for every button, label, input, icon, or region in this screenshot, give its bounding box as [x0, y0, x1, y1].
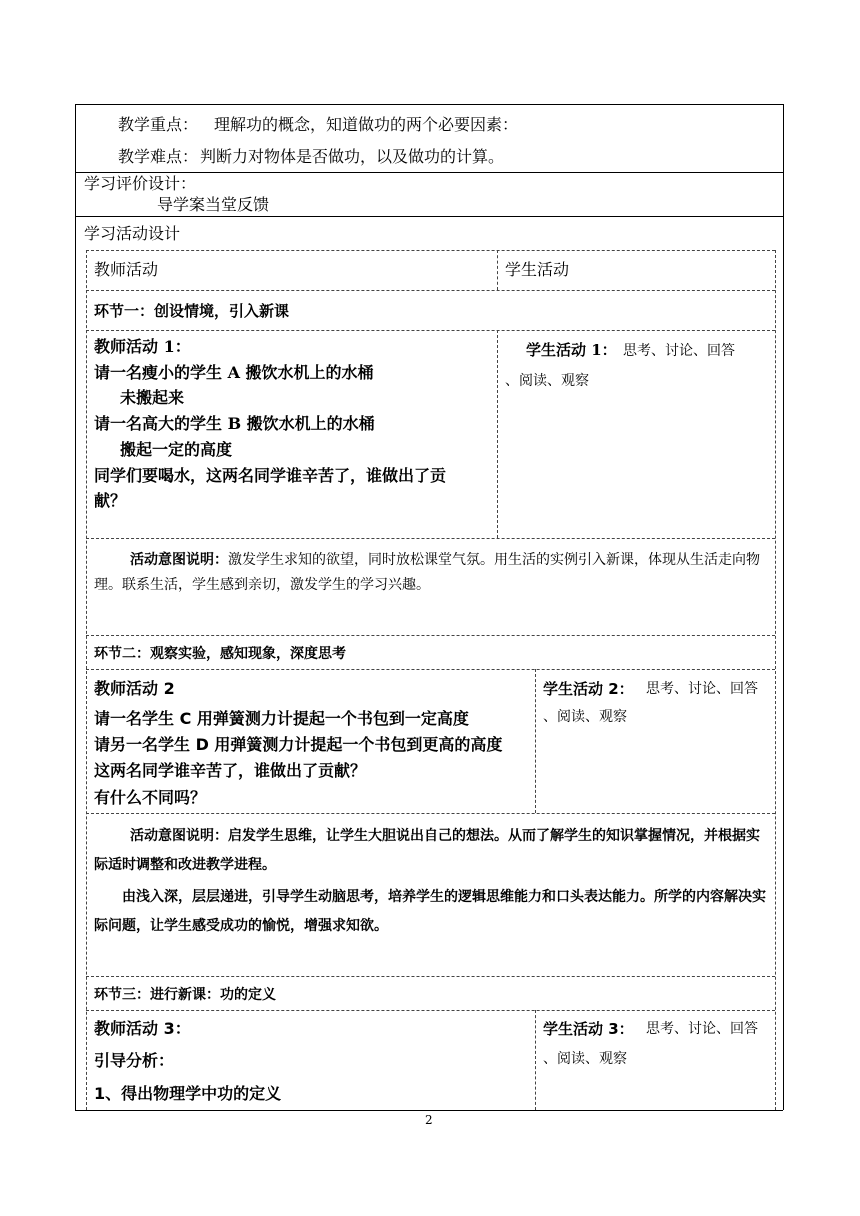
column-divider: [497, 330, 498, 538]
section-3-title: 环节三：进行新课：功的定义: [94, 987, 276, 1003]
teacher-activity-2-line: 请一名学生 C 用弹簧测力计提起一个书包到一定高度: [94, 709, 469, 728]
row-divider: [86, 290, 775, 291]
row-divider: [86, 976, 775, 977]
inner-table-right: [775, 250, 776, 1110]
row-divider: [86, 813, 775, 814]
teacher-activity-header: 教师活动: [94, 260, 159, 279]
table-bottom-border: [75, 1110, 783, 1111]
student-activity-header: 学生活动: [505, 260, 570, 279]
intent-text: 激发学生求知的欲望，同时放松课堂气氛。用生活的实例引入新课，体现从生活走向物理。联系生活，学生感到亲切，激发学生的学习兴趣。: [94, 552, 760, 593]
activity-design-title: 学习活动设计: [84, 224, 181, 243]
intent-label: 活动意图说明：: [130, 552, 228, 568]
row-divider: [86, 1010, 775, 1011]
intent-text: 启发学生思维，让学生大胆说出自己的想法。从而了解学生的知识掌握情况，并根据实际适时调整和改进教学进程。: [94, 828, 760, 873]
student-activity-2-text: 思考、讨论、回答: [646, 681, 758, 697]
student-activity-1-label: 学生活动 1：: [526, 341, 617, 359]
student-activity-2-label: 学生活动 2：: [543, 680, 634, 698]
difficulty-text: 判断力对物体是否做功，以及做功的计算。: [200, 147, 505, 166]
page-number: 2: [425, 1113, 433, 1127]
evaluation-title: 学习评价设计：: [84, 174, 197, 193]
key-point-label: 教学重点：: [118, 115, 199, 134]
row-divider: [86, 330, 775, 331]
inner-table-left: [86, 250, 87, 1110]
teacher-activity-2-line: 请另一名学生 D 用弹簧测力计提起一个书包到更高的高度: [94, 735, 503, 754]
teacher-activity-1-line: 搬起一定的高度: [120, 440, 233, 459]
teacher-activity-1-line: 请一名高大的学生 B 搬饮水机上的水桶: [94, 414, 375, 433]
difficulty-label: 教学难点：: [118, 147, 199, 166]
column-divider: [535, 669, 536, 813]
section-2-intent: [94, 822, 766, 879]
student-activity-3-text: 、阅读、观察: [543, 1051, 627, 1067]
teacher-activity-2-line: 这两名同学谁辛苦了，谁做出了贡献？: [94, 761, 367, 780]
inner-table-top: [86, 250, 775, 251]
key-point-text: 理解功的概念，知道做功的两个必要因素：: [214, 115, 519, 134]
teacher-activity-1-line: 请一名瘦小的学生 A 搬饮水机上的水桶: [94, 363, 374, 382]
table-right-border: [783, 104, 784, 1110]
student-activity-2-text: 、阅读、观察: [543, 709, 627, 725]
teacher-activity-1-line: 同学们要喝水，这两名同学谁辛苦了，谁做出了贡: [94, 466, 447, 485]
section-2-title: 环节二：观察实验，感知现象，深度思考: [94, 646, 346, 662]
teacher-activity-3-line: 1、得出物理学中功的定义: [94, 1084, 282, 1103]
teacher-activity-1-line: 未搬起来: [120, 388, 185, 407]
row-divider: [75, 172, 783, 173]
student-activity-3-text: 思考、讨论、回答: [646, 1021, 758, 1037]
row-divider: [75, 216, 783, 217]
section-1-intent: [94, 548, 766, 597]
teacher-activity-2-line: 有什么不同吗？: [94, 788, 207, 807]
table-top-border: [75, 104, 783, 105]
teacher-activity-3-label: 教师活动 3：: [94, 1019, 191, 1038]
student-activity-1-text: 、阅读、观察: [505, 373, 589, 389]
section-1-title: 环节一：创设情境，引入新课: [94, 302, 290, 320]
teacher-activity-1-line: 献？: [94, 491, 127, 510]
row-divider: [86, 538, 775, 539]
intent-label: 活动意图说明：: [130, 828, 228, 844]
teacher-activity-2-label: 教师活动 2: [94, 679, 175, 698]
column-divider: [535, 1010, 536, 1110]
teacher-activity-3-line: 引导分析：: [94, 1051, 175, 1070]
student-activity-3-label: 学生活动 3：: [543, 1020, 634, 1038]
evaluation-item: 导学案当堂反馈: [157, 195, 270, 214]
teacher-activity-1-label: 教师活动 1：: [94, 337, 191, 356]
section-2-intent-paragraph-2: 由浅入深，层层递进，引导学生动脑思考，培养学生的逻辑思维能力和口头表达能力。所学的内容解决实际问题，让学生感受成功的愉悦，增强求知欲。: [94, 889, 766, 934]
row-divider: [86, 635, 775, 636]
table-left-border: [75, 104, 76, 1110]
row-divider: [86, 669, 775, 670]
column-divider: [497, 250, 498, 290]
student-activity-1-text: 思考、讨论、回答: [623, 343, 735, 359]
